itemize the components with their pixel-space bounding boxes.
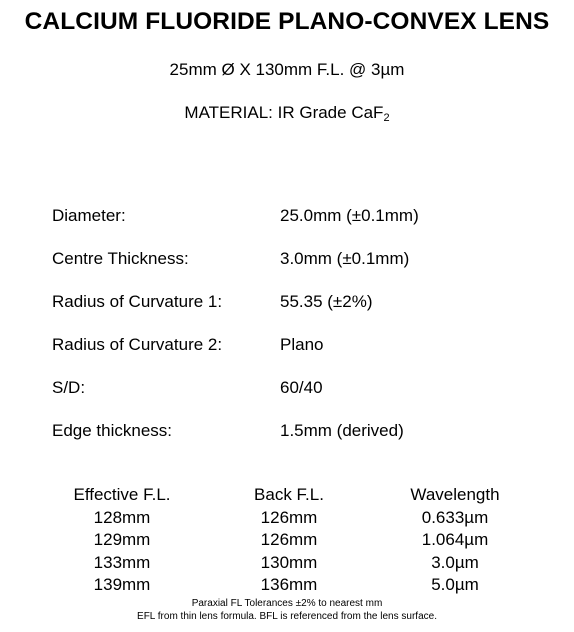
- spec-row-centre-thickness: [0, 249, 574, 273]
- cell-effective-fl: 139mm: [93, 575, 151, 594]
- table-header-row: [28, 484, 548, 507]
- cell-wavelength: 3.0µm: [431, 552, 479, 572]
- table-row: [28, 507, 548, 530]
- table-row: [28, 574, 548, 597]
- table-row: [28, 529, 548, 552]
- spec-value: 60/40: [280, 378, 323, 397]
- spec-value: 55.35 (±2%): [280, 292, 373, 311]
- header-back-fl: Back F.L.: [254, 485, 324, 504]
- spec-label: Radius of Curvature 1:: [52, 292, 223, 311]
- material-subscript: 2: [383, 112, 390, 124]
- cell-effective-fl: 133mm: [93, 552, 151, 572]
- spec-row-radius-2: [0, 335, 574, 359]
- table-row: [28, 552, 548, 575]
- spec-row-scratch-dig: [0, 378, 574, 402]
- spec-label: Radius of Curvature 2:: [52, 335, 223, 354]
- cell-wavelength: 1.064µm: [421, 530, 489, 549]
- spec-label: Centre Thickness:: [52, 249, 189, 268]
- document-title: CALCIUM FLUORIDE PLANO-CONVEX LENS: [24, 8, 550, 35]
- cell-effective-fl: 128mm: [93, 507, 151, 527]
- spec-label: Edge thickness:: [52, 421, 173, 440]
- cell-back-fl: 136mm: [260, 575, 318, 594]
- cell-wavelength: 5.0µm: [431, 575, 479, 594]
- cell-wavelength: 0.633µm: [421, 507, 489, 527]
- spec-row-radius-1: [0, 292, 574, 316]
- spec-label: Diameter:: [52, 206, 126, 225]
- spec-value: Plano: [280, 335, 324, 354]
- cell-back-fl: 126mm: [260, 530, 318, 549]
- footnote-efl-bfl: EFL from thin lens formula. BFL is referenced from the lens surface.: [137, 611, 437, 622]
- focal-length-table: [28, 484, 548, 597]
- spec-value: 25.0mm (±0.1mm): [280, 206, 419, 225]
- footnote-tolerances: Paraxial FL Tolerances ±2% to nearest mm: [191, 598, 383, 609]
- header-wavelength: Wavelength: [410, 485, 500, 504]
- lens-summary: 25mm Ø X 130mm F.L. @ 3µm: [169, 60, 405, 79]
- material-text: MATERIAL: IR Grade CaF: [184, 103, 384, 122]
- cell-back-fl: 130mm: [260, 552, 318, 572]
- spec-value: 1.5mm (derived): [280, 421, 404, 440]
- cell-effective-fl: 129mm: [93, 530, 151, 549]
- cell-back-fl: 126mm: [260, 507, 318, 527]
- header-effective-fl: Effective F.L.: [73, 485, 171, 504]
- spec-row-diameter: [0, 206, 574, 230]
- spec-value: 3.0mm (±0.1mm): [280, 249, 410, 268]
- spec-row-edge-thickness: [0, 421, 574, 445]
- material-line: [0, 103, 574, 123]
- spec-label: S/D:: [52, 378, 86, 397]
